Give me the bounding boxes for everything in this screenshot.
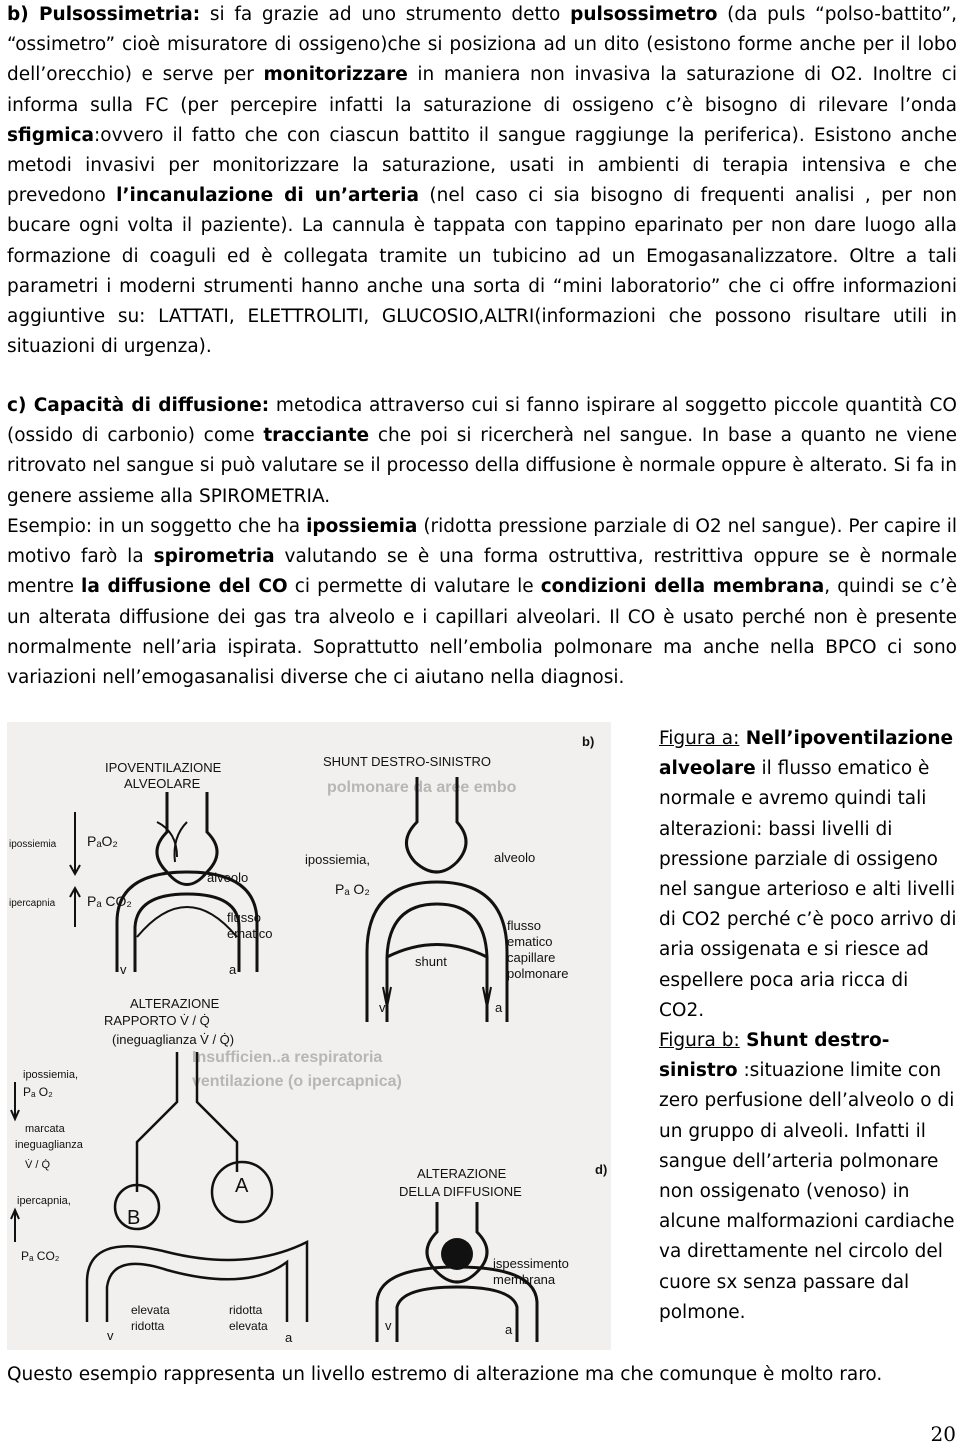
alveolo-label: alveolo bbox=[207, 870, 249, 885]
bg-text-3: ventilazione (o ipercapnica) bbox=[192, 1073, 402, 1090]
panel-d-letter: d) bbox=[595, 1162, 608, 1177]
c-ipercapnia-label: ipercapnia, bbox=[17, 1195, 71, 1207]
flusso-label: flusso bbox=[227, 910, 261, 925]
panel-c-title-1: ALTERAZIONE bbox=[130, 996, 220, 1011]
figure-caption: Figura a: Nell’ipoventilazione alveolare il flusso ematico è normale e avremo quindi tali alterazioni: bassi livelli di pressione parziale di ossigeno nel sangue arterioso e alti livelli di CO2 perché c’è poco arrivo di aria ossigenata e si riesce ad espellere poca aria ricca di CO2. Figura b: Shunt destro-sinistro :situazione limite con zero perfusione dell’alveolo o di un gruppo di alveoli. Infatti il sangue dell’arteria polmonare non ossigenato (venoso) in alcune malformazioni cardiache va direttamente nel circolo del cuore sx senza passare dal polmone. bbox=[659, 728, 957, 1323]
panel-d-title-1: ALTERAZIONE bbox=[417, 1166, 507, 1181]
section-esempio: Esempio: in un soggetto che ha ipossiemia (ridotta pressione parziale di O2 nel sangue). Per capire il motivo farò la spirometria valutando se è una forma ostruttiva, restrittiva oppure se è normale mentre la diffusione del CO ci permette di valutare le condizioni della membrana, quindi se c’è un alterata diffusione dei gas tra alveolo e i capillari alveolari. Il CO è usato perché non è presente normalmente nell’aria ispirata. Soprattutto nell’embolia polmonare ma anche nella BPCO ci sono variazioni nell’emogasanalisi diverse che ci aiutano nella diagnosi. bbox=[7, 516, 957, 689]
c-ridotta-label: ridotta bbox=[131, 1319, 165, 1333]
b-ipossiemia-label: ipossiemia, bbox=[305, 852, 371, 867]
v-label-b: v bbox=[379, 1000, 386, 1015]
ematico-label: ematico bbox=[227, 926, 273, 941]
b-alveolo-label: alveolo bbox=[494, 850, 536, 865]
heading-pulsossimetria: b) Pulsossimetria: bbox=[7, 4, 201, 25]
page-number: 20 bbox=[930, 1422, 956, 1446]
c-a-letter: A bbox=[235, 1175, 249, 1197]
a-label-a: a bbox=[229, 962, 237, 977]
paco2-label: Pₐ CO₂ bbox=[87, 893, 132, 909]
caption-label-a: Figura a: bbox=[659, 728, 740, 749]
a-label-d: a bbox=[505, 1322, 513, 1337]
c-pao2-label: Pₐ O₂ bbox=[23, 1085, 53, 1099]
v-label-c: v bbox=[107, 1328, 114, 1343]
a-label-c: a bbox=[285, 1330, 293, 1345]
c-ipossiemia-label: ipossiemia, bbox=[23, 1069, 79, 1081]
panel-c-title-3: (ineguaglianza V̇ / Q̇) bbox=[112, 1032, 235, 1047]
panel-d-title-2: DELLA DIFFUSIONE bbox=[399, 1184, 522, 1199]
d-membrana-label: membrana bbox=[493, 1272, 556, 1287]
c-paco2-label: Pₐ CO₂ bbox=[21, 1249, 60, 1263]
c-ineguaglianza-label: ineguaglianza bbox=[15, 1139, 83, 1151]
figure-diagram bbox=[7, 722, 611, 1350]
c-elevata-label: elevata bbox=[131, 1303, 170, 1317]
ipossiemia-side-label: ipossiemia bbox=[9, 839, 57, 850]
caption-label-b: Figura b: bbox=[659, 1030, 740, 1052]
c-b-letter: B bbox=[127, 1207, 141, 1229]
thickened-membrane-shape bbox=[441, 1238, 473, 1270]
b-pao2-label: Pₐ O₂ bbox=[335, 881, 370, 897]
ipercapnia-side-label: ipercapnia bbox=[9, 898, 56, 909]
pao2-label: PₐO₂ bbox=[87, 833, 118, 849]
b-capillare-label: capillare bbox=[507, 950, 556, 965]
closing-sentence: Questo esempio rappresenta un livello estremo di alterazione ma che comunque è molto raro. bbox=[7, 1364, 883, 1385]
panel-a-title-1: IPOVENTILAZIONE bbox=[105, 760, 222, 775]
bg-text-2: Insufficien..a respiratoria bbox=[192, 1049, 383, 1066]
b-ematico-label: ematico bbox=[507, 934, 553, 949]
bg-text-1: polmonare da aree embo bbox=[327, 779, 517, 796]
a-label-b: a bbox=[495, 1000, 503, 1015]
panel-b-title: SHUNT DESTRO-SINISTRO bbox=[323, 754, 492, 769]
c-marcata-label: marcata bbox=[25, 1123, 65, 1135]
heading-capacita-diffusione: c) Capacità di diffusione: bbox=[7, 395, 270, 416]
figure-svg bbox=[7, 722, 611, 1350]
panel-a-title-2: ALVEOLARE bbox=[124, 776, 201, 791]
d-ispessimento-label: ispessimento bbox=[493, 1256, 569, 1271]
panel-b-letter: b) bbox=[582, 734, 595, 749]
c-vq-label: V̇ / Q̇ bbox=[25, 1159, 51, 1171]
c-ridotta2-label: ridotta bbox=[229, 1303, 263, 1317]
section-pulsossimetria: b) Pulsossimetria: si fa grazie ad uno strumento detto pulsossimetro (da puls “polso-battito”, “ossimetro” cioè misuratore di ossigeno)che si posiziona ad un dito (esistono forme anche per il lobo dell’orecchio) e serve per monitorizzare in maniera non invasiva la saturazione di O2. Inoltre ci informa sulla FC (per percepire infatti la saturazione di ossigeno c’è bisogno di rilevare l’onda sfigmica:ovvero il fatto che con ciascun battito il sangue raggiunge la periferica). Esistono anche metodi invasivi per monitorizzare la saturazione, usati in ambienti di terapia intensiva e che prevedono l’incanulazione di un’arteria (nel caso ci sia bisogno di frequenti analisi , per non bucare ogni volta il paziente). La cannula è tappata con tappino eparinato per non dare luogo alla formazione di coaguli ed è collegata tramite un tubicino ad un Emogasanalizzatore. Oltre a tali parametri i moderni strumenti hanno anche una sorta di “mini laboratorio” che ci offre informazioni aggiuntive su: LATTATI, ELETTROLITI, GLUCOSIO,ALTRI(informazioni che possono risultare utili in situazioni di urgenza). bbox=[7, 4, 957, 358]
b-polmonare-label: polmonare bbox=[507, 966, 569, 981]
panel-c-title-2: RAPPORTO V̇ / Q̇ bbox=[104, 1013, 210, 1028]
b-flusso-label: flusso bbox=[507, 918, 541, 933]
c-elevata2-label: elevata bbox=[229, 1319, 268, 1333]
section-capacita-diffusione: c) Capacità di diffusione: metodica attraverso cui si fanno ispirare al soggetto piccole quantità CO (ossido di carbonio) come tracciante che poi si ricercherà nel sangue. In base a quanto ne viene ritrovato nel sangue si può valutare se il processo della diffusione è normale oppure è alterato. Si fa in genere assieme alla SPIROMETRIA. bbox=[7, 395, 957, 507]
b-shunt-label: shunt bbox=[415, 954, 447, 969]
v-label-d: v bbox=[385, 1318, 392, 1333]
v-label-a: v bbox=[120, 962, 127, 977]
